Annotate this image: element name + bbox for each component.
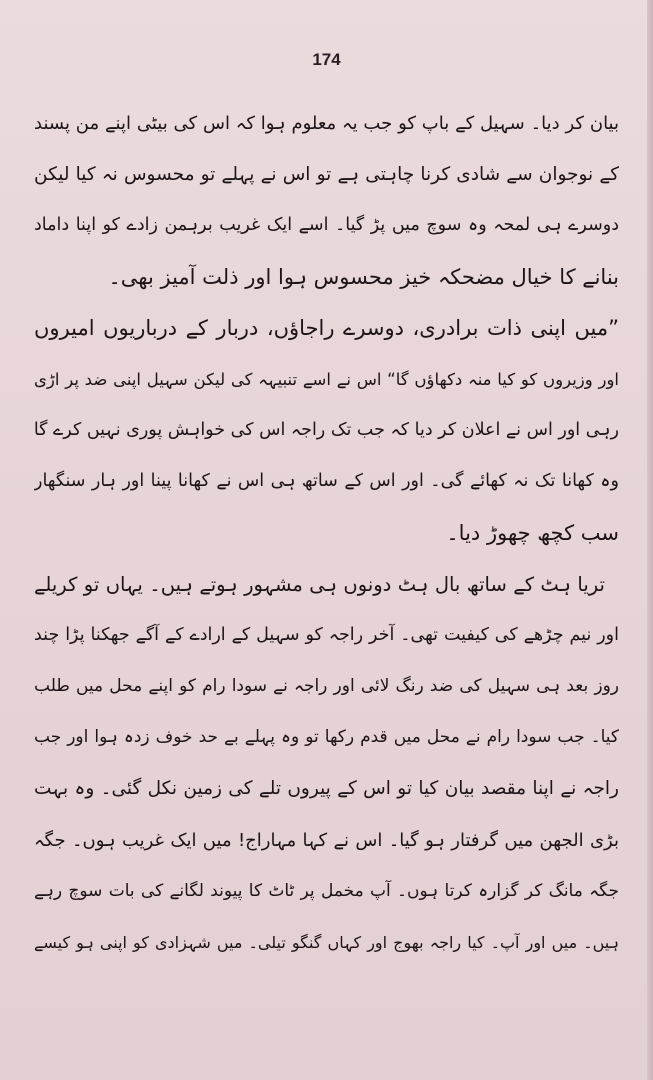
- text-line: اور نیم چڑھے کی کیفیت تھی۔ آخر راجہ کو سہیل کے ارادے کے آگے جھکنا پڑا چند: [34, 624, 619, 645]
- page-number: 174: [312, 50, 341, 69]
- text-line: بیان کر دیا۔ سہیل کے باپ کو جب یہ معلوم ہوا کہ اس کی بیٹی اپنے من پسند: [34, 113, 619, 134]
- text-line: رہی اور اس نے اعلان کر دیا کہ جب تک راجہ اس کی خواہش پوری نہیں کرے گا: [34, 420, 619, 441]
- page-body-text: [34, 98, 619, 968]
- text-line: تریا ہٹ کے ساتھ بال ہٹ دونوں ہی مشہور ہوتے ہیں۔ یہاں تو کریلے: [34, 572, 605, 596]
- text-line: کیا۔ جب سودا رام نے محل میں قدم رکھا تو وہ پہلے بے حد خوف زدہ ہوا اور جب: [34, 727, 619, 748]
- text-line: بنانے کا خیال مضحکہ خیز محسوس ہوا اور ذلت آمیز بھی۔: [108, 264, 619, 289]
- page-edge-shadow: [647, 0, 653, 1080]
- text-line: روز بعد ہی سہیل کی ضد رنگ لائی اور راجہ نے سودا رام کو اپنے محل میں طلب: [34, 676, 619, 697]
- text-line: جگہ مانگ کر گزارہ کرتا ہوں۔ آپ مخمل پر ٹاٹ کا پیوند لگانے کی بات سوچ رہے: [34, 880, 619, 901]
- text-line: کے نوجوان سے شادی کرنا چاہتی ہے تو اس نے پہلے تو محسوس نہ کیا لیکن: [34, 164, 619, 186]
- text-line: ”میں اپنی ذات برادری، دوسرے راجاؤں، دربار کے درباریوں امیروں: [34, 315, 619, 340]
- text-line: اور وزیروں کو کیا منہ دکھاؤں گا“ اس نے اسے تنبیہہ کی لیکن سہیل اپنی ضد پر اڑی: [34, 369, 619, 389]
- text-line: سب کچھ چھوڑ دیا۔: [446, 520, 619, 545]
- text-line: بڑی الجھن میں گرفتار ہو گیا۔ اس نے کہا مہاراج! میں ایک غریب ہوں۔ جگہ: [34, 829, 619, 851]
- text-line: وہ کھانا تک نہ کھائے گی۔ اور اس کے ساتھ ہی اس نے کھانا پینا اور ہار سنگھار: [34, 471, 619, 492]
- text-line: دوسرے ہی لمحہ وہ سوچ میں پڑ گیا۔ اسے ایک غریب برہمن زادے کو اپنا داماد: [34, 215, 619, 236]
- text-line: راجہ نے اپنا مقصد بیان کیا تو اس کے پیروں تلے کی زمین نکل گئی۔ وہ بہت: [34, 778, 619, 800]
- text-line: ہیں۔ میں اور آپ۔ کیا راجہ بھوج اور کہاں گنگو تیلی۔ میں شہزادی کو اپنی ہو کیسے: [34, 933, 619, 952]
